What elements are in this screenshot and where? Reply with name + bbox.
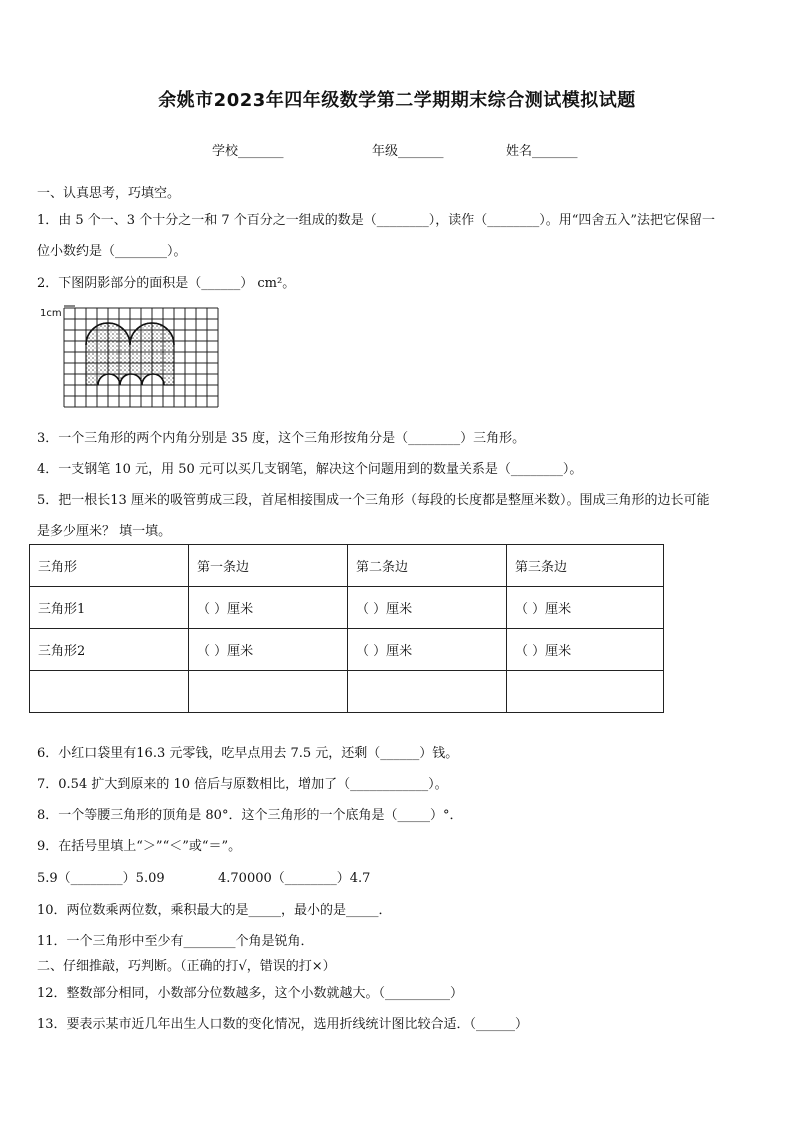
question-9: 9．在括号里填上“＞”“＜”或“＝”。 xyxy=(37,839,242,854)
table-header-cell: 第二条边 xyxy=(348,545,507,587)
table-cell-answer[interactable] xyxy=(30,671,189,713)
grid-unit-label: 1cm xyxy=(40,308,62,319)
school-field[interactable]: 学校_______ xyxy=(212,144,284,159)
triangle-sides-table xyxy=(29,544,664,713)
question-11: 11．一个三角形中至少有________个角是锐角． xyxy=(37,934,314,949)
question-5-line-1: 5．把一根长13 厘米的吸管剪成三段，首尾相接围成一个三角形（每段的长度都是整厘米数）。围成三角形的边长可能 xyxy=(37,493,710,508)
table-cell-answer[interactable]: （ ）厘米 xyxy=(507,587,664,629)
question-9-right: 4.70000（________）4.7 xyxy=(218,871,371,886)
page-title: 余姚市2023年四年级数学第二学期期末综合测试模拟试题 xyxy=(158,90,636,111)
table-cell: 三角形2 xyxy=(30,629,189,671)
table-row xyxy=(30,629,664,671)
question-12: 12．整数部分相同，小数部分位数越多，这个小数就越大。（__________） xyxy=(37,986,464,1001)
section-2-heading: 二、仔细推敲，巧判断。（正确的打√，错误的打×） xyxy=(37,959,336,974)
question-7: 7．0.54 扩大到原来的 10 倍后与原数相比，增加了（____________）。 xyxy=(37,777,448,792)
question-8: 8．一个等腰三角形的顶角是 80°．这个三角形的一个底角是（_____）°． xyxy=(37,808,463,823)
table-header-row xyxy=(30,545,664,587)
table-cell-answer[interactable] xyxy=(189,671,348,713)
table-header-cell: 第三条边 xyxy=(507,545,664,587)
table-cell: 三角形1 xyxy=(30,587,189,629)
table-cell-answer[interactable]: （ ）厘米 xyxy=(507,629,664,671)
question-5-line-2: 是多少厘米？ 填一填。 xyxy=(37,524,172,539)
table-cell-answer[interactable] xyxy=(348,671,507,713)
table-cell-answer[interactable] xyxy=(507,671,664,713)
grade-field[interactable]: 年级_______ xyxy=(372,144,444,159)
table-row xyxy=(30,587,664,629)
table-header-cell: 第一条边 xyxy=(189,545,348,587)
table-cell-answer[interactable]: （ ）厘米 xyxy=(348,629,507,671)
table-row xyxy=(30,671,664,713)
section-1-heading: 一、认真思考，巧填空。 xyxy=(37,186,181,201)
question-4: 4．一支钢笔 10 元，用 50 元可以买几支钢笔，解决这个问题用到的数量关系是（________）。 xyxy=(37,462,583,477)
question-3: 3．一个三角形的两个内角分别是 35 度，这个三角形按角分是（________）三角形。 xyxy=(37,431,526,446)
table-cell-answer[interactable]: （ ）厘米 xyxy=(348,587,507,629)
question-1-line-1: 1．由 5 个一、3 个十分之一和 7 个百分之一组成的数是（________），读作（________）。用“四舍五入”法把它保留一 xyxy=(37,213,716,228)
table-header-cell: 三角形 xyxy=(30,545,189,587)
table-cell-answer[interactable]: （ ）厘米 xyxy=(189,587,348,629)
area-grid-figure xyxy=(40,305,222,411)
question-9-left: 5.9（________）5.09 xyxy=(37,871,165,886)
question-13: 13．要表示某市近几年出生人口数的变化情况，选用折线统计图比较合适．（______） xyxy=(37,1017,529,1032)
question-2: 2．下图阴影部分的面积是（______） cm²。 xyxy=(37,276,296,291)
question-10: 10．两位数乘两位数，乘积最大的是_____，最小的是_____． xyxy=(37,903,392,918)
grid-svg xyxy=(40,305,222,411)
question-1-line-2: 位小数约是（________）。 xyxy=(37,244,187,259)
table-cell-answer[interactable]: （ ）厘米 xyxy=(189,629,348,671)
question-6: 6．小红口袋里有16.3 元零钱，吃早点用去 7.5 元，还剩（______）钱。 xyxy=(37,746,459,761)
name-field[interactable]: 姓名_______ xyxy=(506,144,578,159)
